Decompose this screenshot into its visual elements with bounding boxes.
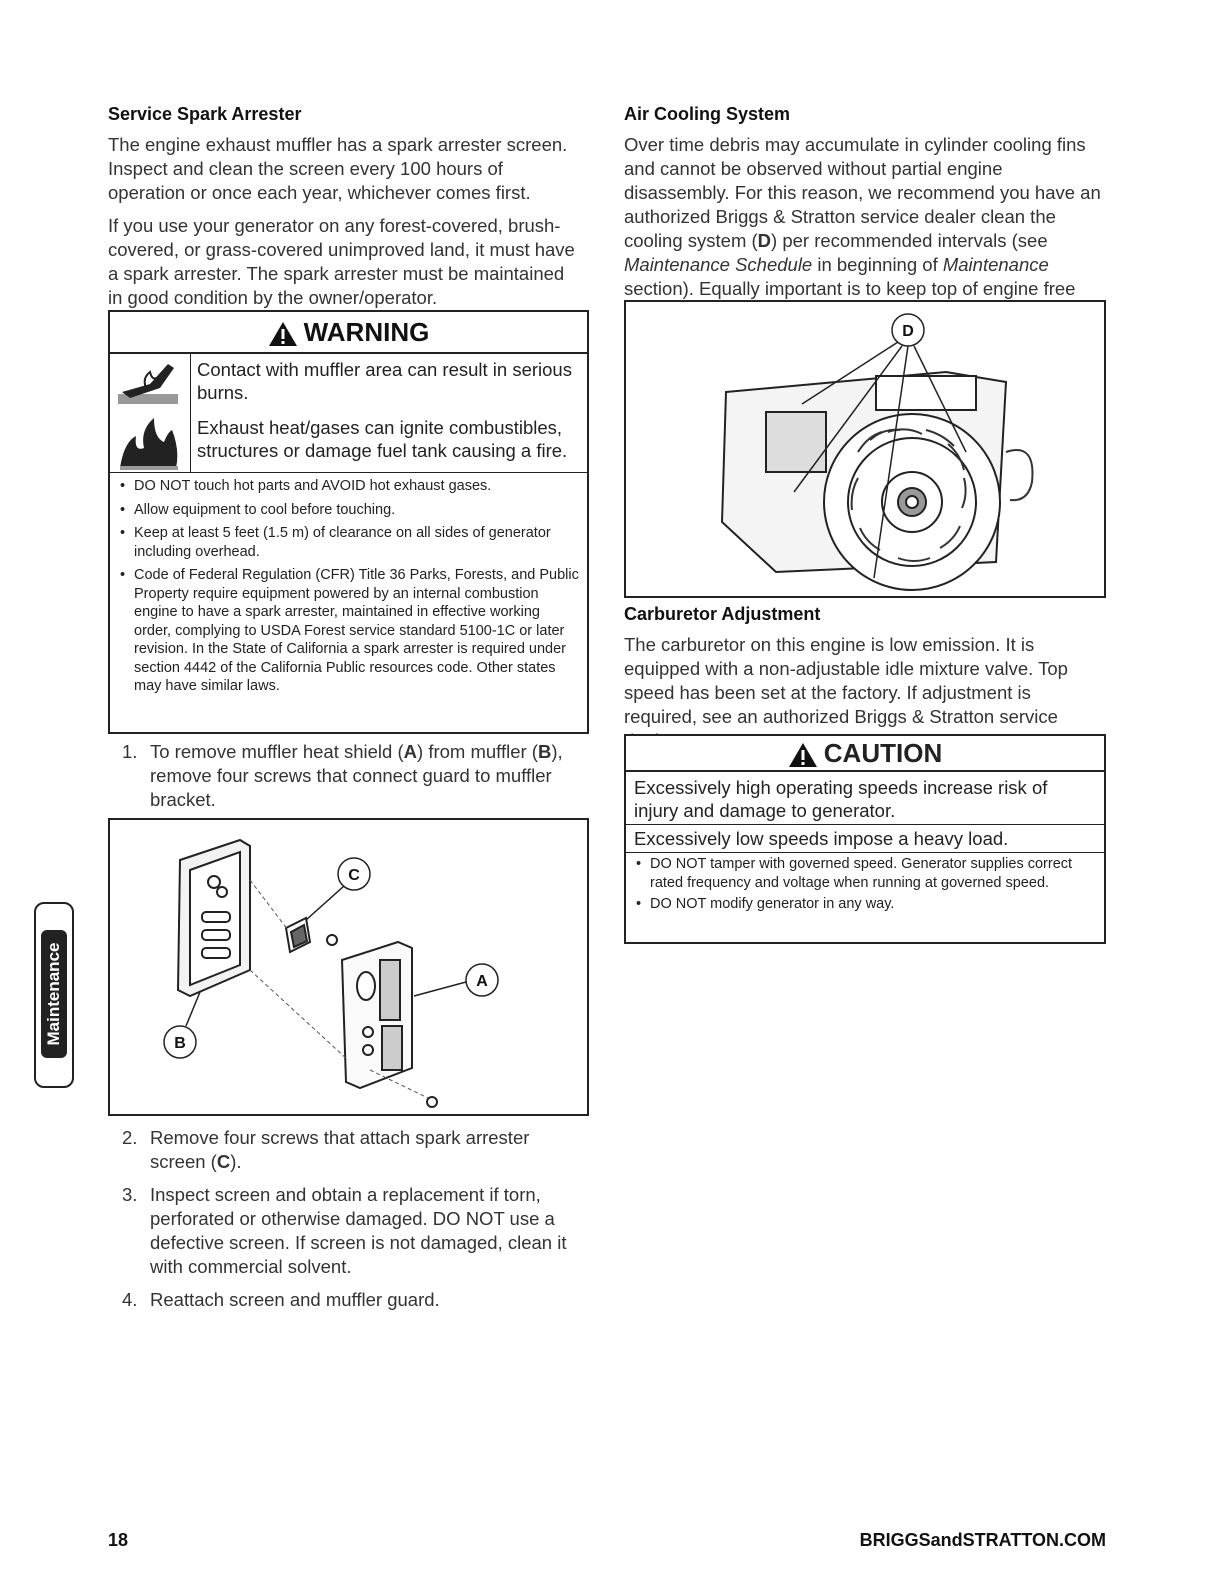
warning-bullet: • Code of Federal Regulation (CFR) Title 36 Parks, Forests, and Public Property require equipment powered by an internal combustion engine to have a spark arrester, maintained in effective working order, complying to USDA Forest service standard 5100-1C or later revision. In the State of California a spark arrester is required under section 4442 of the California Public resources code. Other states may have similar laws. — [116, 566, 581, 696]
fire-hazard-icon — [110, 412, 191, 472]
caution-bullet: • DO NOT modify generator in any way. — [632, 895, 1098, 914]
side-tab-label: Maintenance — [44, 942, 63, 1046]
callout-d: D — [902, 323, 914, 340]
steps-2-4-block — [122, 1126, 588, 1321]
warning-bullet: • Allow equipment to cool before touching. — [116, 501, 581, 520]
caution-title: CAUTION — [823, 738, 943, 768]
carburetor-text: The carburetor on this engine is low emission. It is equipped with a non-adjustable idle mixture valve. Top speed has been set at the factory. If adjustment is required, see an authorized Briggs & Stratton service — [624, 634, 1068, 727]
warning-bullet: • Keep at least 5 feet (1.5 m) of clearance on all sides of generator including overhead. — [116, 524, 581, 561]
warning-triangle-icon — [268, 321, 298, 347]
air-cooling-text: Over time debris may accumulate in cylinder cooling fins and cannot be observed without partial engine disassembly. For this reason, we recommend you have an authorized Briggs & Stratton service dealer clean the cooling system (D) per recommended intervals (see Maintenance Schedule in beginning of Maintenance section). Equally important is to keep top of engine free — [624, 134, 1101, 299]
section-heading-spark-arrester: Service Spark Arrester — [108, 104, 302, 124]
callout-b: B — [174, 1035, 186, 1052]
caution-bullet-list — [626, 852, 1104, 923]
burn-hazard-icon — [110, 354, 191, 412]
left-column — [108, 104, 578, 319]
caution-low-speed: Excessively low speeds impose a heavy load. — [634, 828, 1009, 849]
section-heading-carburetor: Carburetor Adjustment — [624, 604, 821, 624]
step-2: 2. Remove four screws that attach spark arrester screen (C). — [122, 1127, 530, 1172]
caution-bullet: • DO NOT tamper with governed speed. Generator supplies correct rated frequency and voltage when running at governed speed. — [632, 855, 1098, 892]
engine-figure — [624, 300, 1106, 598]
callout-a: A — [476, 973, 488, 990]
fire-hazard-text: Exhaust heat/gases can ignite combustibles, structures or damage fuel tank causing a fire. — [197, 417, 568, 461]
muffler-diagram — [110, 820, 587, 1114]
warning-title: WARNING — [303, 317, 430, 347]
caution-box — [624, 734, 1106, 944]
page-number: 18 — [108, 1530, 129, 1550]
muffler-figure — [108, 818, 589, 1116]
step-1-block — [122, 740, 588, 821]
caution-triangle-icon — [788, 742, 818, 768]
caution-high-speed: Excessively high operating speeds increase risk of injury and damage to generator. — [626, 772, 1104, 825]
step-3: 3. Inspect screen and obtain a replacement if torn, perforated or otherwise damaged. DO NOT use a defective screen. If screen is not damaged, clean it with commercial solvent. — [122, 1184, 567, 1277]
burn-hazard-text: Contact with muffler area can result in serious burns. — [197, 359, 572, 403]
step-1: 1. To remove muffler heat shield (A) from muffler (B), remove four screws that connect guard to muffler bracket. — [122, 741, 563, 810]
callout-c: C — [348, 867, 360, 884]
spark-arrester-intro: The engine exhaust muffler has a spark arrester screen. Inspect and clean the screen every 100 hours of operation or once each year, whichever comes first. — [108, 134, 568, 203]
section-heading-air-cooling: Air Cooling System — [624, 104, 791, 124]
warning-title-bar — [110, 312, 587, 354]
warning-box — [108, 310, 589, 734]
spark-arrester-requirement: If you use your generator on any forest-covered, brush-covered, or grass-covered unimproved land, it must have a spark arrester. The spark arrester must be maintained in good condition by the owner/operator. — [108, 215, 575, 308]
caution-title-bar — [626, 736, 1104, 772]
step-4: 4. Reattach screen and muffler guard. — [122, 1289, 440, 1310]
engine-diagram — [626, 302, 1104, 596]
website-footer: BRIGGSandSTRATTON.COM — [859, 1530, 1106, 1550]
warning-bullet: • DO NOT touch hot parts and AVOID hot exhaust gases. — [116, 477, 581, 496]
section-side-tab — [34, 902, 74, 1088]
warning-bullet-list — [110, 472, 587, 705]
